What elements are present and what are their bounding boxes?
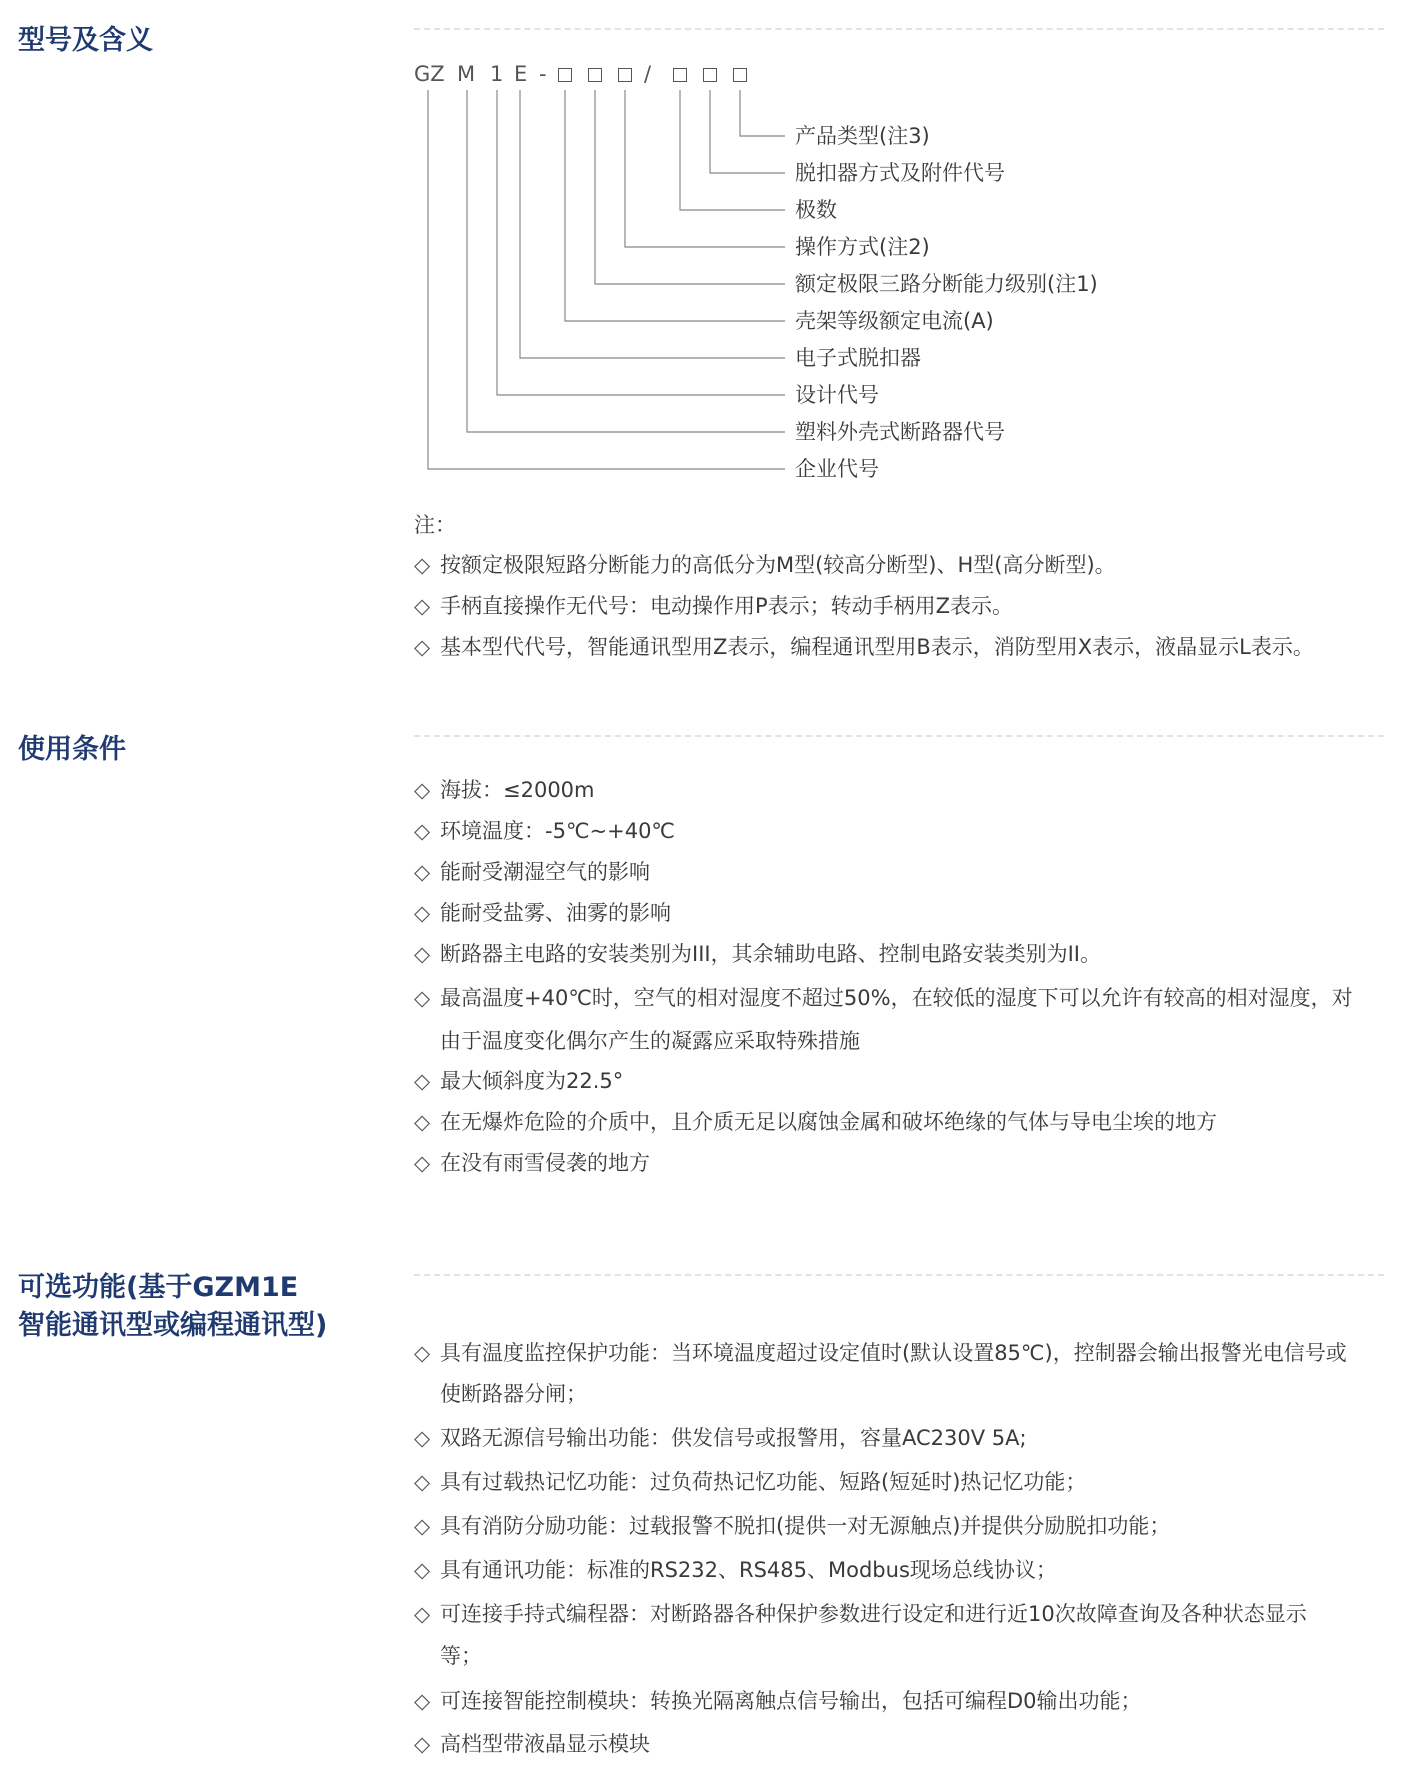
legend-item: 额定极限三路分断能力级别(注1) bbox=[795, 272, 1098, 296]
section-title-model: 型号及含义 bbox=[18, 25, 153, 56]
leader-line-7 bbox=[520, 90, 785, 358]
feature-item: ◇ 具有温度监控保护功能：当环境温度超过设定值时(默认设置85℃)，控制器会输出报警光电信号或 bbox=[414, 1341, 1347, 1365]
diamond-bullet-icon: ◇ bbox=[414, 860, 431, 884]
condition-item: ◇ 环境温度：-5℃~+40℃ bbox=[414, 819, 676, 843]
feature-item: ◇ 具有消防分励功能：过载报警不脱扣(提供一对无源触点)并提供分励脱扣功能； bbox=[414, 1514, 1171, 1538]
diamond-bullet-icon: ◇ bbox=[414, 1110, 431, 1134]
diamond-bullet-icon: ◇ bbox=[414, 1151, 431, 1175]
code-slash: / bbox=[644, 62, 652, 86]
leader-line-5 bbox=[595, 90, 785, 284]
feature-item: ◇ 高档型带液晶显示模块 bbox=[414, 1732, 650, 1756]
diamond-bullet-icon: ◇ bbox=[414, 1558, 431, 1582]
section-title-conditions: 使用条件 bbox=[18, 734, 126, 765]
section-title-optional-line2: 智能通讯型或编程通讯型) bbox=[18, 1310, 328, 1341]
feature-item-continued: 等； bbox=[440, 1644, 482, 1668]
note-item: ◇ 基本型代代号，智能通讯型用Z表示，编程通讯型用B表示，消防型用X表示，液晶显示L表示。 bbox=[414, 635, 1314, 659]
condition-item: ◇ 在无爆炸危险的介质中，且介质无足以腐蚀金属和破坏绝缘的气体与导电尘埃的地方 bbox=[414, 1110, 1217, 1134]
section-title-optional-line1: 可选功能(基于GZM1E bbox=[18, 1272, 299, 1303]
diamond-bullet-icon: ◇ bbox=[414, 1514, 431, 1538]
note-item: ◇ 按额定极限短路分断能力的高低分为M型(较高分断型)、H型(高分断型)。 bbox=[414, 553, 1116, 577]
diamond-bullet-icon: ◇ bbox=[414, 1602, 431, 1626]
code-m: M bbox=[457, 62, 476, 86]
leader-line-3 bbox=[680, 90, 785, 210]
diamond-bullet-icon: ◇ bbox=[414, 594, 431, 618]
diamond-bullet-icon: ◇ bbox=[414, 553, 431, 577]
legend-item: 操作方式(注2) bbox=[795, 235, 930, 259]
condition-item: ◇ 最高温度+40℃时，空气的相对湿度不超过50%，在较低的湿度下可以允许有较高的相对湿度，对 bbox=[414, 986, 1353, 1010]
legend-item: 企业代号 bbox=[795, 457, 879, 481]
code-gz: GZ bbox=[414, 62, 445, 86]
condition-item: ◇ 能耐受潮湿空气的影响 bbox=[414, 860, 650, 884]
leader-line-4 bbox=[625, 90, 785, 247]
leader-line-1 bbox=[740, 90, 785, 136]
diamond-bullet-icon: ◇ bbox=[414, 1069, 431, 1093]
diamond-bullet-icon: ◇ bbox=[414, 986, 431, 1010]
diamond-bullet-icon: ◇ bbox=[414, 901, 431, 925]
feature-item: ◇ 可连接手持式编程器：对断路器各种保护参数进行设定和进行近10次故障查询及各种状态显示 bbox=[414, 1602, 1307, 1626]
condition-item: ◇ 最大倾斜度为22.5° bbox=[414, 1069, 624, 1093]
legend-item: 脱扣器方式及附件代号 bbox=[795, 161, 1005, 185]
legend-item: 塑料外壳式断路器代号 bbox=[795, 420, 1005, 444]
legend-item: 壳架等级额定电流(A) bbox=[795, 309, 994, 333]
legend-item: 电子式脱扣器 bbox=[795, 346, 921, 370]
condition-item-continued: 由于温度变化偶尔产生的凝露应采取特殊措施 bbox=[440, 1029, 860, 1053]
condition-item: ◇ 能耐受盐雾、油雾的影响 bbox=[414, 901, 671, 925]
feature-item-continued: 使断路器分闸； bbox=[440, 1382, 587, 1406]
note-item: ◇ 手柄直接操作无代号：电动操作用P表示；转动手柄用Z表示。 bbox=[414, 594, 1014, 618]
code-1: 1 bbox=[490, 62, 504, 86]
leader-line-2 bbox=[710, 90, 785, 173]
condition-item: ◇ 断路器主电路的安装类别为III，其余辅助电路、控制电路安装类别为II。 bbox=[414, 942, 1101, 966]
legend-item: 设计代号 bbox=[795, 383, 879, 407]
diamond-bullet-icon: ◇ bbox=[414, 819, 431, 843]
leader-line-10 bbox=[428, 90, 785, 469]
leader-line-9 bbox=[467, 90, 785, 432]
feature-item: ◇ 可连接智能控制模块：转换光隔离触点信号输出，包括可编程D0输出功能； bbox=[414, 1689, 1142, 1713]
leader-line-6 bbox=[565, 90, 785, 321]
diamond-bullet-icon: ◇ bbox=[414, 1689, 431, 1713]
divider-optional bbox=[414, 1274, 1384, 1276]
condition-item: ◇ 在没有雨雪侵袭的地方 bbox=[414, 1151, 650, 1175]
diamond-bullet-icon: ◇ bbox=[414, 1470, 431, 1494]
diamond-bullet-icon: ◇ bbox=[414, 942, 431, 966]
notes-label: 注： bbox=[414, 513, 456, 537]
legend-item: 产品类型(注3) bbox=[795, 124, 930, 148]
diamond-bullet-icon: ◇ bbox=[414, 635, 431, 659]
code-dash: - bbox=[539, 62, 547, 86]
diamond-bullet-icon: ◇ bbox=[414, 1732, 431, 1756]
divider-conditions bbox=[414, 735, 1384, 737]
feature-item: ◇ 具有过载热记忆功能：过负荷热记忆功能、短路(短延时)热记忆功能； bbox=[414, 1470, 1087, 1494]
feature-item: ◇ 具有通讯功能：标准的RS232、RS485、Modbus现场总线协议； bbox=[414, 1558, 1057, 1582]
model-code-leader-lines bbox=[0, 0, 1413, 500]
diamond-bullet-icon: ◇ bbox=[414, 778, 431, 802]
legend-item: 极数 bbox=[795, 198, 837, 222]
diamond-bullet-icon: ◇ bbox=[414, 1426, 431, 1450]
condition-item: ◇ 海拔：≤2000m bbox=[414, 778, 595, 802]
feature-item: ◇ 双路无源信号输出功能：供发信号或报警用，容量AC230V 5A; bbox=[414, 1426, 1027, 1450]
diamond-bullet-icon: ◇ bbox=[414, 1341, 431, 1365]
code-e: E bbox=[514, 62, 528, 86]
